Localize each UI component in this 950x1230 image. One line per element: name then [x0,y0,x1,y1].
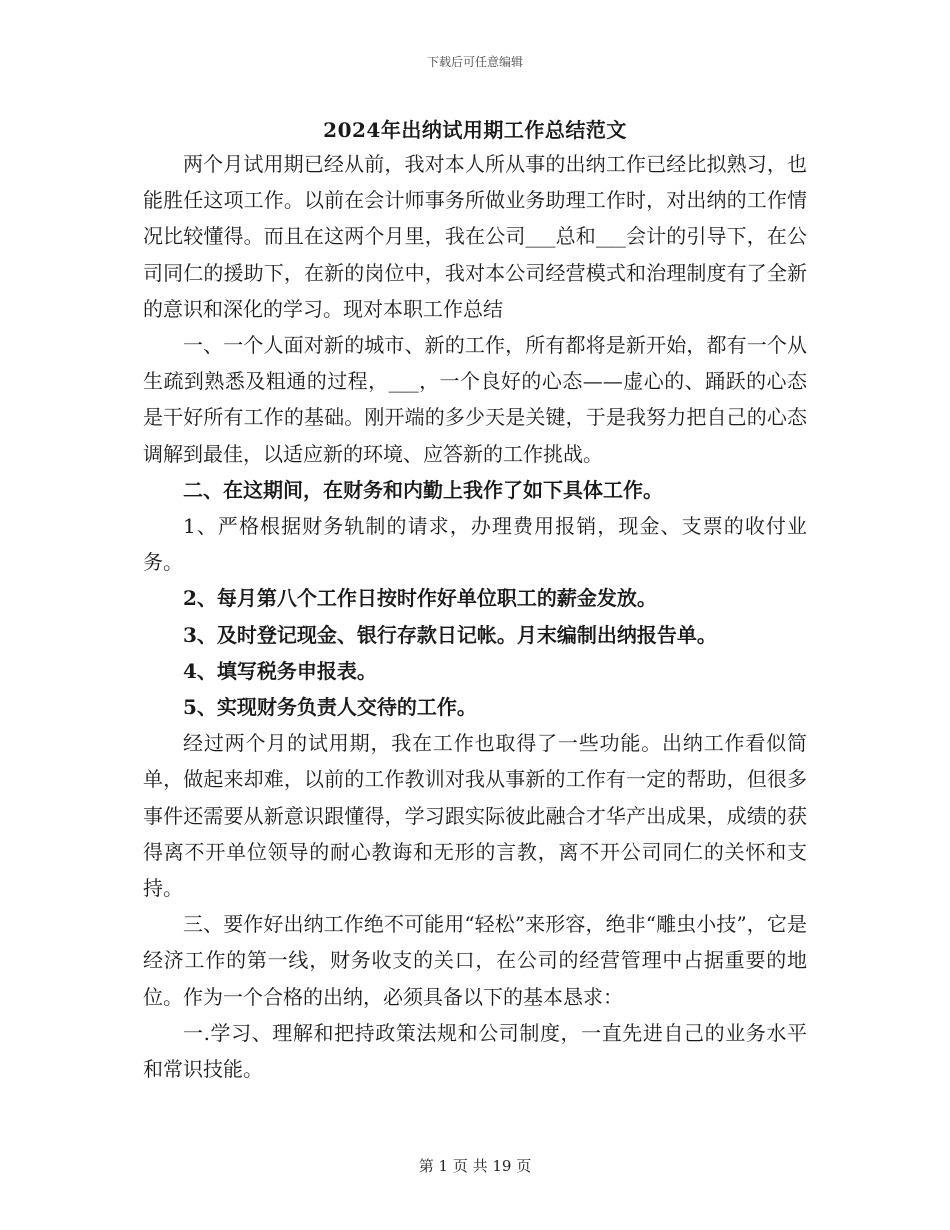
paragraph-section-one: 一、一个人面对新的城市、新的工作，所有都将是新开始，都有一个从生疏到熟悉及粗通的过程，___，一个良好的心态——虚心的、踊跃的心态是干好所有工作的基础。刚开端的多少天是关键，于是我努力把自己的心态调解到最佳，以适应新的环境、应答新的工作挑战。 [143,333,807,466]
page-header-note: 下载后可任意编辑 [426,55,523,69]
paragraph-intro: 两个月试用期已经从前，我对本人所从事的出纳工作已经比拟熟习，也能胜任这项工作。以前在会计师事务所做业务助理工作时，对出纳的工作情况比较懂得。而且在这两个月里，我在公司___总和___会计的引导下，在公司同仁的援助下，在新的岗位中，我对本公司经营模式和治理制度有了全新的意识和深化的学习。现对本职工作总结 [143,152,807,321]
document-body [143,146,807,1087]
list-item-2: 2、每月第八个工作日按时作好单位职工的薪金发放。 [183,586,657,611]
list-item-3: 3、及时登记现金、银行存款日记帐。月末编制出纳报告单。 [183,622,717,647]
paragraph-section-two-heading: 二、在这期间，在财务和内勤上我作了如下具体工作。 [183,477,663,502]
page-number-footer: 第 1 页 共 19 页 [418,1157,532,1175]
paragraph-results: 经过两个月的试用期，我在工作也取得了一些功能。出纳工作看似简单，做起来却难，以前的工作教训对我从事新的工作有一定的帮助，但很多事件还需要从新意识跟懂得，学习跟实际彼此融合才华产出成果，成绩的获得离不开单位领导的耐心教诲和无形的言教，离不开公司同仁的关怀和支持。 [143,731,807,901]
list-item-1: 1、严格根据财务轨制的请求，办理费用报销，现金、支票的收付业务。 [143,514,807,575]
list-item-4: 4、填写税务申报表。 [183,658,377,683]
paragraph-requirement-one: 一.学习、理解和把持政策法规和公司制度，一直先进自己的业务水平和常识技能。 [143,1020,807,1082]
list-item-5: 5、实现财务负责人交待的工作。 [183,695,477,720]
document-title: 2024年出纳试用期工作总结范文 [323,118,627,142]
paragraph-section-three: 三、要作好出纳工作绝不可能用“轻松”来形容，绝非“雕虫小技”，它是经济工作的第一线，财务收支的关口，在公司的经营管理中占据重要的地位。作为一个合格的出纳，必须具备以下的基本恳求： [143,912,807,1009]
